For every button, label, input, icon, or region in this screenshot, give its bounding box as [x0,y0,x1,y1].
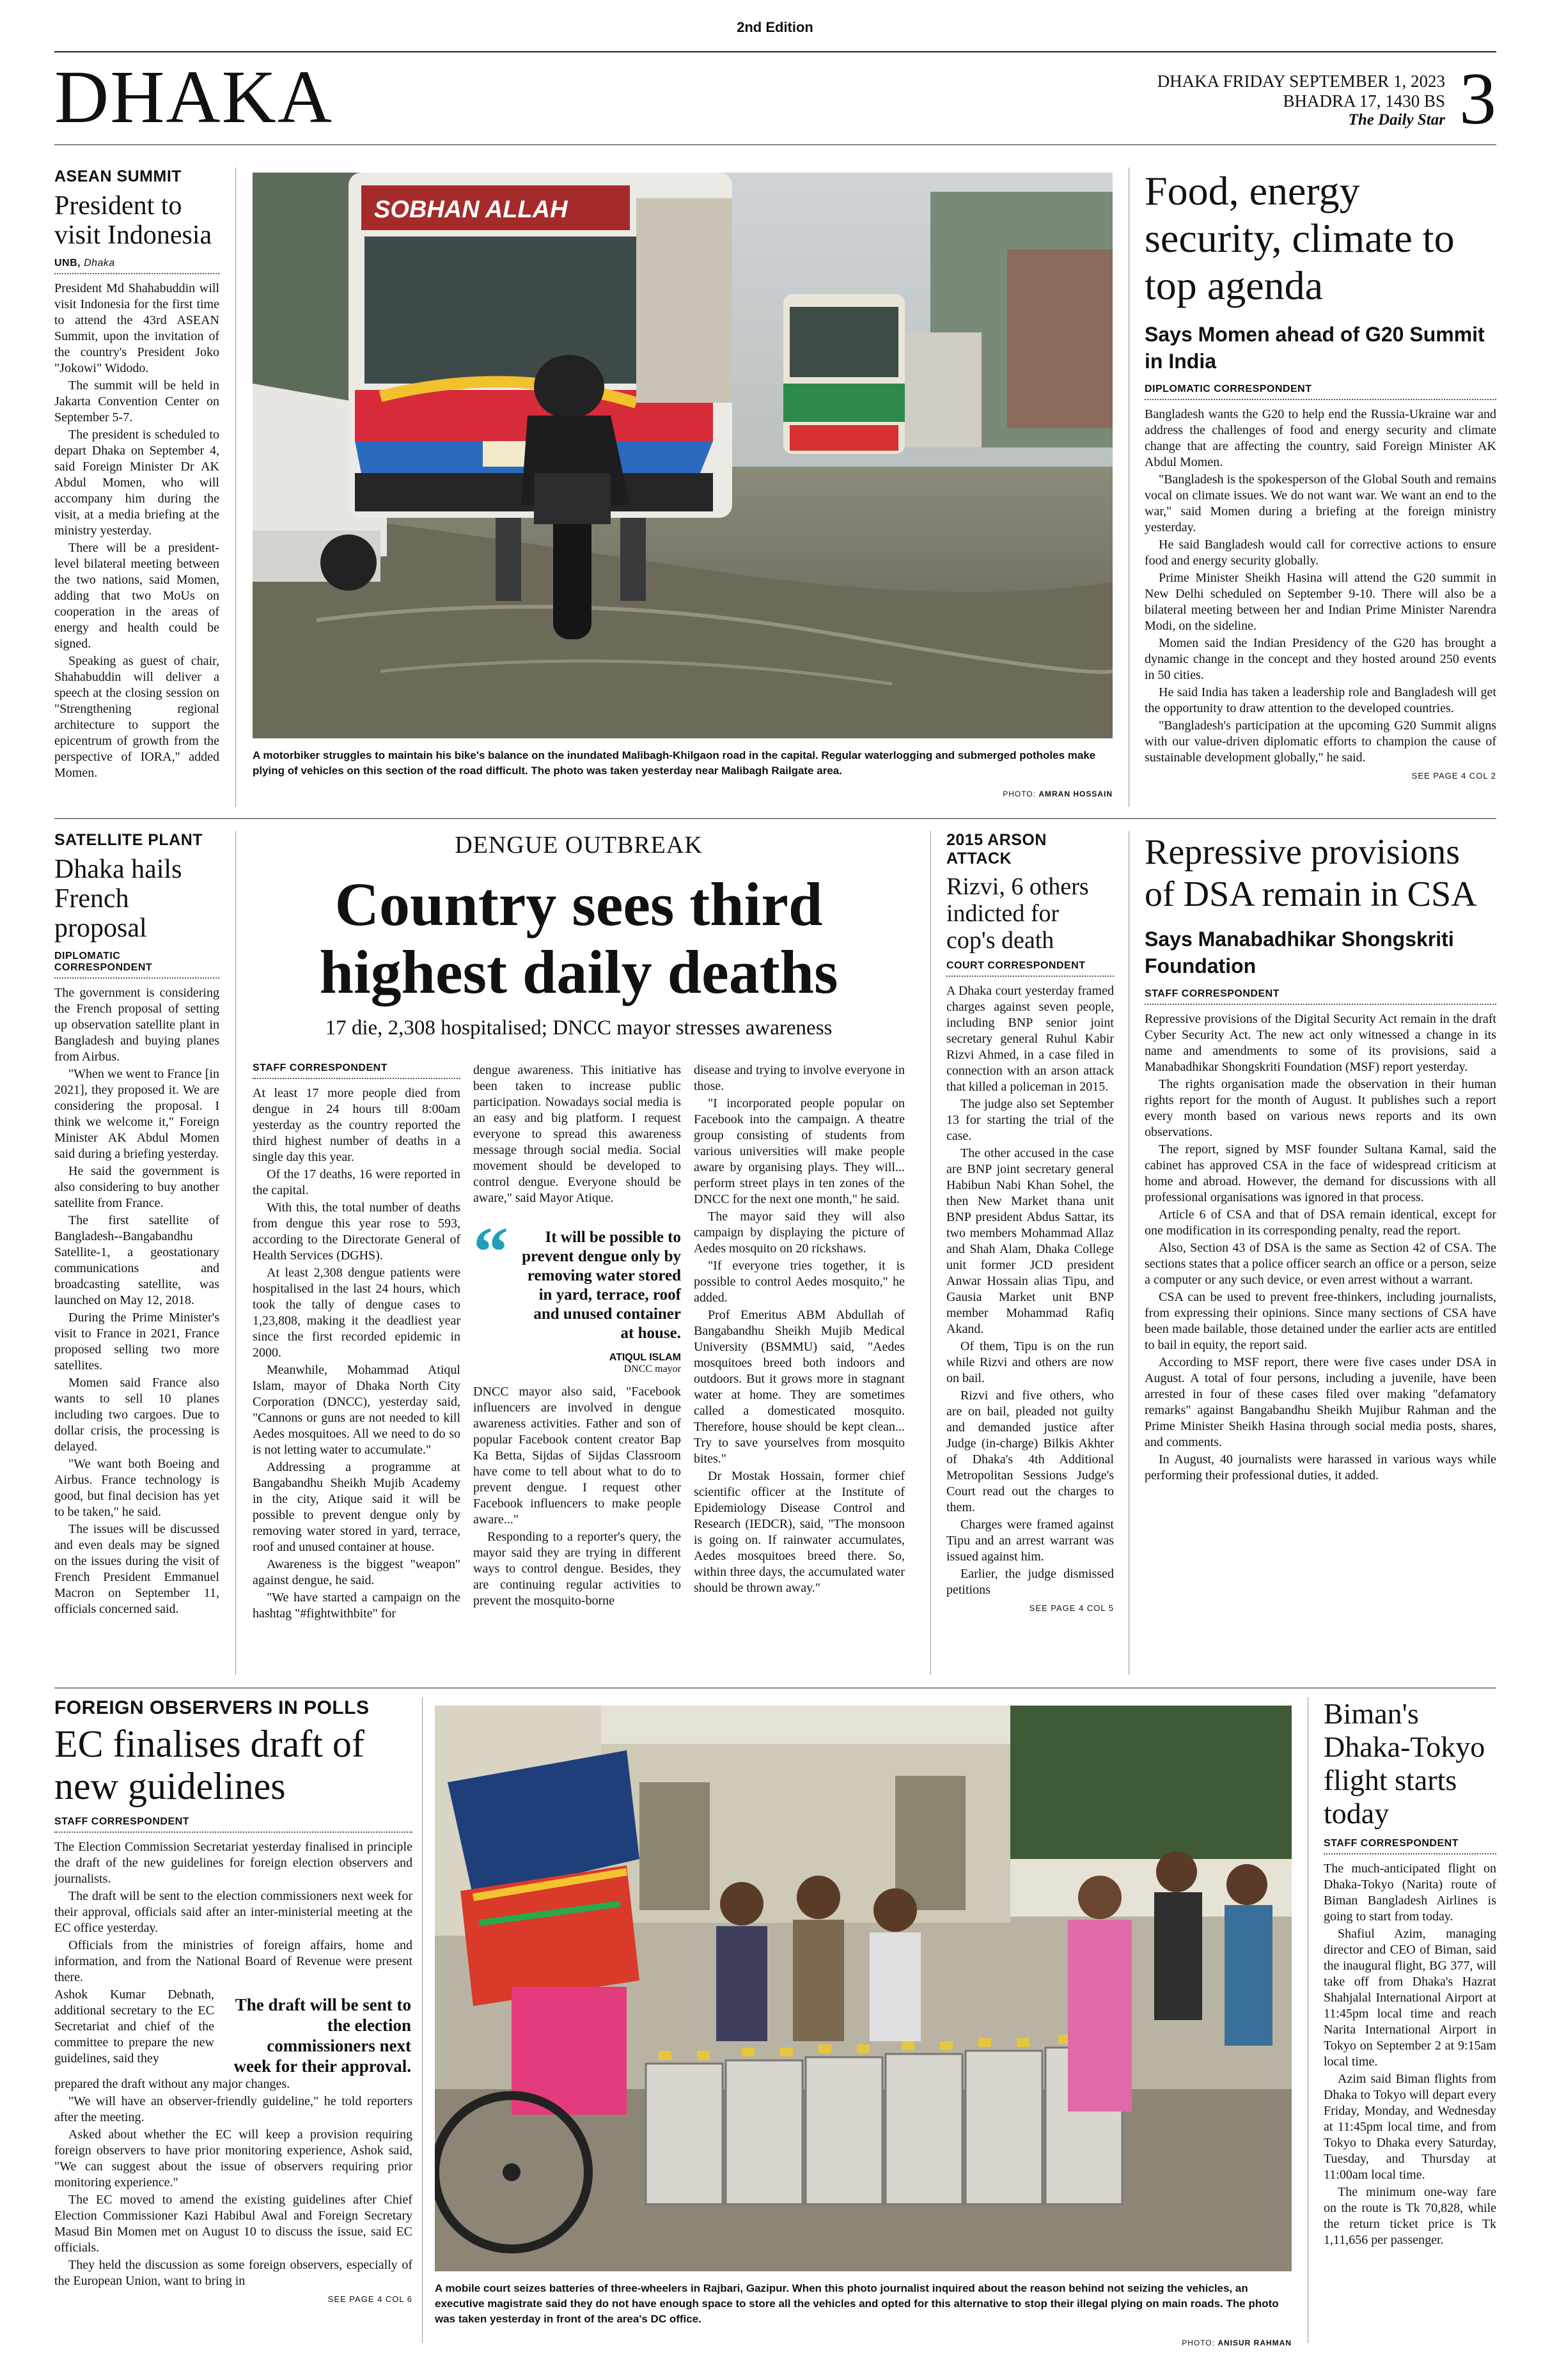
photo1-credit: PHOTO: AMRAN HOSSAIN [1003,789,1113,798]
asean-headline: President to visit Indonesia [54,191,212,250]
dengue-subhead: 17 die, 2,308 hospitalised; DNCC mayor stresses awareness [325,1016,833,1039]
dengue-byline: STAFF CORRESPONDENT [253,1062,460,1079]
section-title: DHAKA [54,55,334,139]
satellite-body: The government is considering the French proposal of setting up observation satellite plant in Bangladesh and buying planes from Airbus. "When we went to France [in 2021], they proposed it. We are considering the proposal. I think we welcome it," Foreign Minister AK Abdul Momen said during a briefing yesterday. He said the government is also considering to buy another satellite from France. The first satellite of Bangladesh--Bangabandhu Satellite-1, a geostationary communications and broadcasting satellite, was launched on May 12, 2018. During the Prime Minister's visit to France in 2021, France proposed selling two more satellites. Momen said France also wants to sell 10 planes including two cargoes. Due to dollar crisis, the processing is delayed. "We want both Boeing and Airbus. France technology is good, but final decision has yet to be taken," he said. The issues will be discussed and even deals may be signed on the issues during the visit of French President Emmanuel Macron on September 11, officials concerned said. [54,986,219,1616]
dengue-col1: At least 17 more people died from dengue in 24 hours till 8:00am yesterday as the country reported the third highest number of deaths in a single day this year. Of the 17 deaths, 16 were reported in the capital. With this, the total number of deaths from dengue this year rose to 593, according to the Directorate General of Health Services (DGHS). At least 2,308 dengue patients were hospitalised in the last 24 hours, which took the tally of dengue cases to 1,23,808, making it the deadliest year since the first recorded epidemic in 2000. Meanwhile, Mohammad Atiqul Islam, mayor of Dhaka North City Corporation (DNCC), yesterday said, "Cannons or guns are not needed to kill Aedes mosquitoes. All we need to do so is not letting water to accumulate." Addressing a programme at Bangabandhu Sheikh Mujib Academy in the city, Atique said it will be possible to prevent dengue only by removing water stored in yard, terrace, roof and unused container at house. Awareness is the biggest "weapon" against dengue, he said. "We have started a campaign on the hashtag "#fightwithbite" for [253,1086,460,1621]
arson-headline: Rizvi, 6 others indicted for cop's death [946,873,1089,954]
satellite-article [54,831,219,1619]
ec-body-bottom: prepared the draft without any major changes. "We will have an observer-friendly guideline," he told reporters after the meeting. Asked about whether the EC will keep a provision requiring foreign observers to have prior monitoring experience, Ashok said, "We can suggest about the issue of observers requiring prior monitoring experience." The EC moved to amend the existing guidelines after Chief Election Commissioner Kazi Habibul Awal and Foreign Secretary Masud Bin Momen met on August 10 to discuss the issue, said EC officials. They held the discussion as some foreign observers, especially of the European Union, want to bring in [54,2077,412,2288]
arson-see-page: SEE PAGE 4 COL 5 [1029,1603,1114,1613]
dengue-article [253,831,905,1675]
dengue-quote-attrib: ATIQUL ISLAM DNCC mayor [609,1352,681,1374]
g20-headline: Food, energy security, climate to top agenda [1145,168,1455,308]
ec-byline: STAFF CORRESPONDENT [54,1816,412,1833]
arson-kicker: 2015 ARSON ATTACK [946,831,1047,867]
dateline: DHAKA FRIDAY SEPTEMBER 1, 2023 [1157,72,1445,91]
dsa-body: Repressive provisions of the Digital Security Act remain in the draft Cyber Security Act. The new act only witnessed a change in its name and amendments to some of its provisions, said a Manabadhikar Shongskriti Foundation (MSF) report yesterday. The rights organisation made the observation in their human rights report for the month of August. It publishes such a report every month based on various news reports and its own observations. The report, signed by MSF founder Sultana Kamal, said the cabinet has approved CSA in the face of widespread criticism at home and abroad. However, the demand for discussions with all professional organisations was ignored in that process. Article 6 of CSA and that of DSA remain identical, except for one modification in its corresponding penalty, read the report. Also, Section 43 of DSA is the same as Section 42 of CSA. The sections states that a police officer search an office or a person, seize a computer or any such device, or even arrest without a warrant. CSA can be used to prevent free-thinkers, including journalists, from expressing their opinions. Since many sections of CSA have been made bailable, those detained under the earlier acts are entitled to bail in equity, the report said. According to MSF report, there were five cases under DSA in August. A total of four persons, including a juvenile, have been arrested in four of these cases filed over making "defamatory remarks" against Bangabandhu Sheikh Mujibur Rahman and the Prime Minister Sheikh Hasina through social media posts, shares, and comments. In August, 40 journalists were harassed in various ways while performing their professional duties, it added. [1145,1012,1496,1482]
dsa-article [1145,831,1496,1485]
arson-byline: COURT CORRESPONDENT [946,960,1114,977]
arson-body: A Dhaka court yesterday framed charges against seven people, including BNP senior joint secretary general Ruhul Kabir Rizvi Ahmed, in a case filed in connection with an arson attack that killed a policeman in 2015. The judge also set September 13 for starting the trial of the case. The other accused in the case are BNP joint secretary general Habibun Nabi Khan Sohel, the then New Market thana unit BNP president Abdus Sattar, its two members Mohammad Allaz and Shah Alam, Dhaka College unit former JCD president Anwar Hossain alias Tipu, and Gausia Market unit BNP member Mohammad Rafiq Akand. Of them, Tipu is on the run while Rizvi and others are now on bail. Rizvi and five others, who are on bail, pleaded not guilty and demanded justice after Judge (in-charge) Bilkis Akhter of Dhaka's 4th Additional Metropolitan Sessions Judge's Court read out the charges to them. Charges were framed against Tipu and an arrest warrant was issued against him. Earlier, the judge dismissed petitions [946,984,1114,1597]
photo1-caption: A motorbiker struggles to maintain his bike's balance on the inundated Malibagh-Khilgaon road in the capital. Regular waterlogging and submerged potholes make plying of vehicles on this section of the road difficult. The photo was taken yesterday near Malibagh Railgate area. [253,749,1096,777]
dengue-quote-box [473,1213,681,1343]
paper-name-logo: The Daily Star [1348,111,1445,128]
ec-kicker: FOREIGN OBSERVERS IN POLLS [54,1697,370,1718]
dengue-kicker: DENGUE OUTBREAK [455,832,703,859]
page-number: 3 [1459,58,1496,140]
dengue-col2-bottom: DNCC mayor also said, "Facebook influencers are involved in dengue awareness activities. Father and son of popular Facebook content creator Bap Ka Betta, Sijdas of Sijdas Classroom have come to tell about what to do to prevent dengue. I request other Facebook influencers to make people aware..." Responding to a reporter's query, the mayor said they are trying in different ways to control dengue. Besides, they are continuing regular activities to prevent the mosquito-borne [473,1385,681,1608]
biman-byline: STAFF CORRESPONDENT [1324,1838,1496,1855]
dengue-quote: It will be possible to prevent dengue only by removing water stored in yard, terrace, roof and unused container at house. [522,1229,681,1342]
ec-headline: EC finalises draft of new guidelines [54,1723,364,1807]
asean-body: President Md Shahabuddin will visit Indonesia for the first time to attend the 43rd ASEAN Summit, upon the invitation of the country's President Joko "Jokowi" Widodo. The summit will be held in Jakarta Convention Center on September 5-7. The president is scheduled to depart Dhaka on September 4, said Foreign Minister Dr AK Abdul Momen, who will accompany him during the visit, at a media briefing at the ministry yesterday. There will be a president-level bilateral meeting between the two nations, said Momen, adding that two MoUs on cooperation in the areas of energy and health could be signed. Speaking as guest of chair, Shahabuddin will deliver a speech at the closing session on "Strengthening regional architecture to support the epicentrum of growth from the perspective of IORA," added Momen. [54,281,219,780]
g20-subhead: Says Momen ahead of G20 Summit in India [1145,323,1485,373]
waterlogged-road-photo [253,173,1113,738]
satellite-byline: DIPLOMATIC CORRESPONDENT [54,951,219,979]
g20-see-page: SEE PAGE 4 COL 2 [1411,771,1496,781]
biman-article [1324,1697,1496,2250]
g20-body: Bangladesh wants the G20 to help end the Russia-Ukraine war and address the challenges of food and energy security and climate change that are affecting the country, said Foreign Minister AK Abdul Momen. "Bangladesh is the spokesperson of the Global South and remains vocal on climate issues. We do not want war. We want an end to the war," said Momen during a briefing at the foreign ministry yesterday. He said Bangladesh would call for corrective actions to ensure food and energy security globally. Prime Minister Sheikh Hasina will attend the G20 summit in New Delhi scheduled on September 9-10. There will also be a bilateral meeting between her and Indian Prime Minister Narendra Modi, on the sideline. Momen said the Indian Presidency of the G20 has brought a dynamic change in the concept and they hosted around 250 events in 50 cities. He said India has taken a leadership role and Bangladesh will get the opportunity to draw attention to the developed countries. "Bangladesh's participation at the upcoming G20 Summit aligns with our value-driven diplomatic efforts to champion the cause of sustainable development globally," he said. [1145,407,1496,765]
ec-see-page: SEE PAGE 4 COL 6 [327,2294,412,2304]
dsa-headline: Repressive provisions of DSA remain in CSA [1145,832,1477,914]
ec-body-top: The Election Commission Secretariat yesterday finalised in principle the draft of the new guidelines for foreign election observers and journalists. The draft will be sent to the election commissioners next week for their approval, officials said after an inter-ministerial meeting at the EC office yesterday. Officials from the ministries of foreign affairs, home and information, and from the National Board of Revenue were present there. [54,1840,412,1984]
quote-mark-icon: “ [473,1213,508,1291]
bangla-date: BHADRA 17, 1430 BS [1283,91,1445,111]
g20-article [1145,167,1496,781]
dengue-col2-top: dengue awareness. This initiative has been taken to increase public participation. Nowadays social media is an easy and big platform. I request everyone to spread this awareness message through social media. Social movement should be developed to control dengue. Everyone should be aware," said Mayor Atique. [473,1063,681,1205]
photo2-credit: PHOTO: ANISUR RAHMAN [1182,2338,1292,2347]
dengue-headline: Country sees third highest daily deaths [319,870,838,1006]
ec-body-narrow: Ashok Kumar Debnath, additional secretary to the EC Secretariat and chief of the committee to prepare the new guidelines, said they [54,1987,214,2065]
photo2-caption: A mobile court seizes batteries of three-wheelers in Rajbari, Gazipur. When this photo journalist inquired about the reason behind not seizing the vehicles, an executive magistrate said they do not have enough space to store all the vehicles and opted for this alternative to stop their illegal plying on main roads. The photo was taken yesterday in front of the area's DC office. [435,2282,1279,2325]
ec-article [54,1697,412,2349]
dsa-byline: STAFF CORRESPONDENT [1145,988,1496,1005]
arson-article [946,831,1114,1613]
mobile-court-photo [435,1706,1292,2271]
satellite-headline: Dhaka hails French proposal [54,855,182,943]
g20-byline: DIPLOMATIC CORRESPONDENT [1145,384,1496,400]
asean-article [54,167,219,782]
ec-pullquote: The draft will be sent to the election commissioners next week for their approval. [233,1995,411,2076]
biman-body: The much-anticipated flight on Dhaka-Tokyo (Narita) route of Biman Bangladesh Airlines is going to start from today. Shafiul Azim, managing director and CEO of Biman, said the inaugural flight, BG 377, will take off from Dhaka's Hazrat Shahjalal International Airport at 11:45pm local time and reach Narita International Airport in Tokyo on September 2 at 9:15am local time. Azim said Biman flights from Dhaka to Tokyo will depart every Friday, Monday, and Wednesday at 11:45pm local time, and from Tokyo to Dhaka every Saturday, Tuesday, and Thursday at 11:00am local time. The minimum one-way fare on the route is Tk 70,828, while the return ticket price is Tk 1,11,656 per passenger. [1324,1862,1496,2247]
biman-headline: Biman's Dhaka-Tokyo flight starts today [1324,1697,1485,1830]
asean-byline: UNB, Dhaka [54,258,219,274]
edition-label: 2nd Edition [737,19,813,35]
bus-sign: SOBHAN ALLAH [374,196,568,223]
dengue-col3: disease and trying to involve everyone in those. "I incorporated people popular on Facebook into the campaign. A theatre group consisting of students from various universities will make people aware by organising plays. They will... perform street plays in ten zones of the DNCC for the next one month," he said. The mayor said they will also campaign by displaying the picture of Aedes mosquito on 20 rickshaws. "If everyone tries together, it is possible to control Aedes mosquito," he added. Prof Emeritus ABM Abdullah of Bangabandhu Sheikh Mujib Medical University (BSMMU) said, "Aedes mosquitoes breed both indoors and outdoors. But it grows more in stagnant water at home. They are sometimes called a domesticated mosquito. Therefore, house should be kept clean... Try to save yourselves from mosquito bites." Dr Mostak Hossain, former chief scientific officer at the Institute of Epidemiology Disease Control and Research (IEDCR), said, "The monsoon is going on. If rainwater accumulates, Aedes mosquitoes breed there. So, within three days, the accumulated water should be thrown away." [694,1063,905,1595]
asean-kicker: ASEAN SUMMIT [54,167,182,185]
satellite-kicker: SATELLITE PLANT [54,831,203,849]
dsa-subhead: Says Manabadhikar Shongskriti Foundation [1145,928,1454,977]
